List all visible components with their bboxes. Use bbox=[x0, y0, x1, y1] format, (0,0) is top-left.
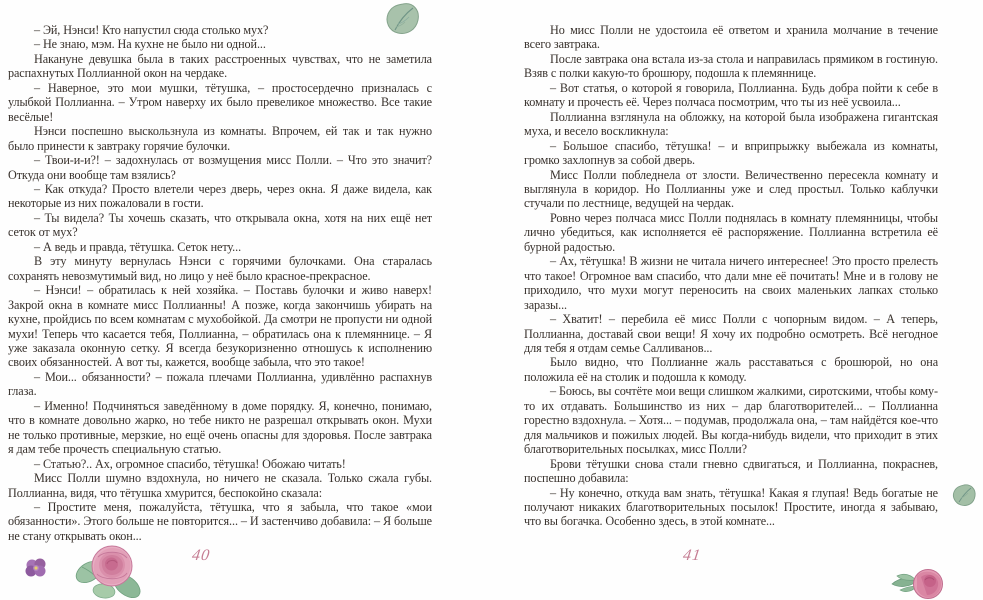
paragraph: – Нэнси! – обратилась к ней хозяйка. – Поставь булочки и живо наверх! Закрой окна в комнате мисс Поллианны! А позже, когда закончишь убирать на кухне, пройдись по всем комнатам с мухобойкой. Да смотри не пропусти ни одной мухи! Теперь что касается тебя, Поллианна, – обратилась она к племяннице. – Я уже заказала оконную сетку. Я всегда безукоризненно отношусь к исполнению своих обязанностей. А вот ты, кажется, вообще забыла, что это такое! bbox=[8, 283, 432, 370]
paragraph: – Боюсь, вы сочтёте мои вещи слишком жалкими, сиротскими, чтобы кому-то их отдавать. Большинство из них – дар благотворителей... – Поллианна горестно вздохнула. – Хотя... – подумав, продолжала она, – там найдётся кое-что для мальчиков и пожилых людей. Вы когда-нибудь видели, что приходит в этих благотворительных посылках, мисс Полли? bbox=[524, 384, 938, 457]
paragraph: – Статью?.. Ах, огромное спасибо, тётушка! Обожаю читать! bbox=[34, 456, 346, 471]
paragraph: Накануне девушка была в таких расстроенных чувствах, что не заметила распахнутых Поллианной окон на чердаке. bbox=[8, 51, 432, 81]
paragraph: – А ведь и правда, тётушка. Сеток нету... bbox=[34, 239, 242, 254]
paragraph: – Ну конечно, откуда вам знать, тётушка! Какая я глупая! Ведь богатые не получают никаких благотворительных посылок! Простите, иногда я забываю, что вы богачка. Особенно здесь, в этой комнате... bbox=[524, 485, 938, 529]
paragraph: Мисс Полли побледнела от злости. Величественно пересекла комнату и выглянула в коридор. Но Поллианны уже и след простыл. Только каблучки стучали по лестнице, ведущей на чердак. bbox=[524, 167, 938, 211]
rosebud-icon bbox=[890, 567, 948, 600]
left-page-text bbox=[8, 23, 432, 543]
paragraph: – Твои-и-и?! – задохнулась от возмущения мисс Полли. – Что это значит? Откуда они вообще там взялись? bbox=[8, 153, 432, 182]
page-number-right: 41 bbox=[681, 547, 703, 564]
paragraph: – Большое спасибо, тётушка! – и вприпрыжку выбежала из комнаты, громко захлопнув за собой дверь. bbox=[524, 138, 938, 168]
paragraph: – Как откуда? Просто влетели через дверь, через окна. Я даже видела, как некоторые из них пожаловали в гости. bbox=[8, 181, 432, 211]
paragraph: В эту минуту вернулась Нэнси с горячими булочками. Она старалась сохранять невозмутимый вид, но лицо у неё было красное-прекрасное. bbox=[8, 254, 432, 283]
paragraph: Ровно через полчаса мисс Полли поднялась в комнату племянницы, чтобы лично убедиться, как исполняется её распоряжение. Поллианна встретила её бурной радостью. bbox=[524, 210, 938, 254]
paragraph: – Вот статья, о которой я говорила, Поллианна. Будь добра пойти к себе в комнату и прочесть её. Через полчаса посмотрим, что ты из неё усвоила... bbox=[524, 80, 938, 110]
paragraph: – Именно! Подчиняться заведённому в доме порядку. Я, конечно, понимаю, что в комнате довольно жарко, но тебе никто не разрешал открывать окон. Мухи не только противные, мерзкие, но ещё очень опасны для здоровья. После завтрака я дам тебе прочесть специальную статью. bbox=[8, 398, 432, 457]
paragraph: – Не знаю, мэм. На кухне не было ни одной... bbox=[34, 37, 266, 52]
paragraph: Нэнси поспешно выскользнула из комнаты. Впрочем, ей так и так нужно было принести к завтраку горячие булочки. bbox=[8, 124, 432, 153]
paragraph: Поллианна взглянула на обложку, на которой была изображена гигантская муха, и весело воскликнула: bbox=[524, 109, 938, 139]
right-page-text bbox=[524, 23, 938, 529]
paragraph: – Ты видела? Ты хочешь сказать, что открывала окна, хотя на них ещё нет сеток от мух? bbox=[8, 210, 432, 240]
paragraph: Было видно, что Поллианне жаль расставаться с брошюрой, но она положила её на столик и подошла к комоду. bbox=[524, 355, 938, 384]
paragraph: – Наверное, это мои мушки, тётушка, – простосердечно призналась с улыбкой Поллианна. – Утром наверху их было превеликое множество. Все такие весёлые! bbox=[8, 80, 432, 124]
page-number-left: 40 bbox=[190, 547, 212, 564]
paragraph: После завтрака она встала из-за стола и направилась прямиком в гостиную. Взяв с полки какую-то брошюру, подошла к племяннице. bbox=[524, 51, 938, 81]
small-leaf-icon bbox=[951, 483, 977, 508]
paragraph: – Хватит! – перебила её мисс Полли с чопорным видом. – А теперь, Поллианна, доставай свои вещи! Я хочу их подробно осмотреть. Всё негодное для тебя я отдам семье Салливанов... bbox=[524, 312, 938, 355]
paragraph: Но мисс Полли не удостоила её ответом и хранила молчание в течение всего завтрака. bbox=[524, 23, 938, 52]
violet-flower-icon bbox=[24, 557, 48, 579]
paragraph: – Эй, Нэнси! Кто напустил сюда столько мух? bbox=[34, 23, 269, 37]
paragraph: Мисс Полли шумно вздохнула, но ничего не сказала. Только сжала губы. Поллианна, видя, что тётушка хмурится, беспокойно сказала: bbox=[8, 471, 432, 500]
paragraph: – Простите меня, пожалуйста, тётушка, что я забыла, что такое «мои обязанности». Этого больше не повторится... – И застенчиво добавила: – Я больше не стану открывать окон... bbox=[8, 499, 432, 543]
paragraph: Брови тётушки снова стали гневно сдвигаться, и Поллианна, покраснев, поспешно добавила: bbox=[524, 456, 938, 486]
rose-icon bbox=[74, 543, 148, 600]
paragraph: – Мои... обязанности? – пожала плечами Поллианна, удивлённо распахнув глаза. bbox=[8, 369, 432, 399]
paragraph: – Ах, тётушка! В жизни не читала ничего интереснее! Это просто прелесть что такое! Огромное вам спасибо, что дали мне её почитать! Мне и в голову не приходило, что мухи могут переносить на своих маленьких лапках столько заразы... bbox=[524, 254, 938, 312]
